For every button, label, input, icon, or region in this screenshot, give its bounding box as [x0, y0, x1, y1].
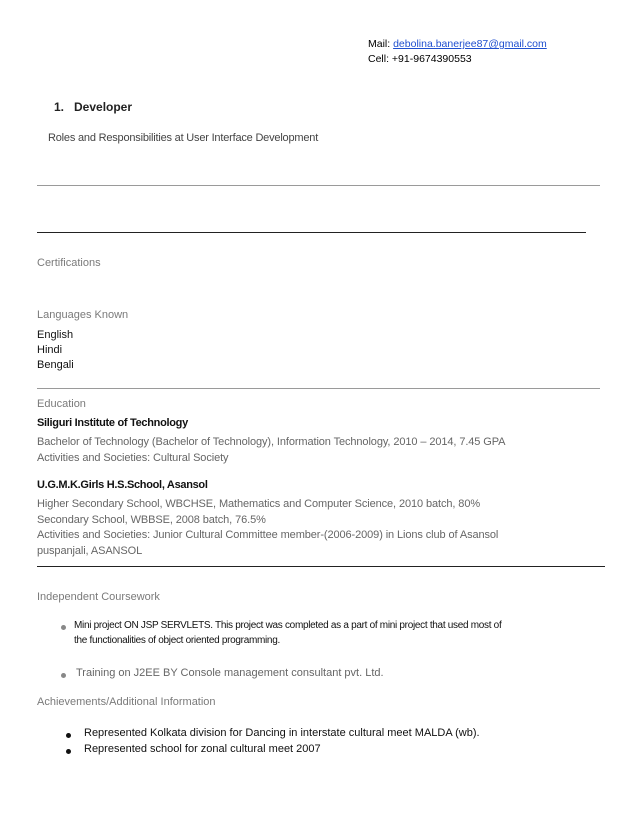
education-detail: puspanjali, ASANSOL — [37, 545, 143, 557]
education-detail: Bachelor of Technology (Bachelor of Technology), Information Technology, 2010 – 2014, 7.45 GPA — [37, 436, 506, 448]
bullet-icon — [61, 625, 66, 630]
role-number: 1. — [54, 100, 65, 114]
divider — [37, 232, 586, 233]
mail-label: Mail: — [368, 38, 391, 50]
bullet-icon — [66, 733, 71, 738]
divider — [37, 388, 600, 389]
role-title — [54, 100, 132, 114]
education-detail: Secondary School, WBBSE, 2008 batch, 76.5% — [37, 514, 266, 526]
language-item: English — [37, 329, 74, 341]
education-detail: Higher Secondary School, WBCHSE, Mathematics and Computer Science, 2010 batch, 80% — [37, 498, 481, 510]
school-name: Siliguri Institute of Technology — [37, 417, 188, 429]
education-detail: Activities and Societies: Junior Cultural Committee member-(2006-2009) in Lions club of Asansol — [37, 529, 499, 541]
coursework-item: Mini project ON JSP SERVLETS. This project was completed as a part of mini project that used most of — [74, 620, 502, 631]
coursework-heading: Independent Coursework — [37, 591, 160, 603]
bullet-icon — [66, 749, 71, 754]
achievements-heading: Achievements/Additional Information — [37, 696, 216, 708]
education-heading: Education — [37, 398, 86, 410]
languages-heading: Languages Known — [37, 309, 129, 321]
coursework-item-continued: the functionalities of object oriented programming. — [74, 635, 280, 646]
coursework-item: Training on J2EE BY Console management consultant pvt. Ltd. — [76, 667, 384, 679]
achievement-item: Represented Kolkata division for Dancing in interstate cultural meet MALDA (wb). — [84, 727, 480, 739]
role-name: Developer — [74, 100, 133, 114]
email-link[interactable]: debolina.banerjee87@gmail.com — [393, 38, 547, 50]
divider — [37, 185, 600, 186]
divider — [37, 566, 605, 567]
role-description: Roles and Responsibilities at User Interface Development — [48, 132, 319, 144]
contact-cell: Cell: +91-9674390553 — [368, 53, 472, 65]
contact-mail — [368, 38, 547, 50]
language-item: Bengali — [37, 359, 74, 371]
certifications-heading: Certifications — [37, 257, 101, 269]
school-name: U.G.M.K.Girls H.S.School, Asansol — [37, 479, 208, 491]
achievement-item: Represented school for zonal cultural meet 2007 — [84, 743, 321, 755]
language-item: Hindi — [37, 344, 63, 356]
bullet-icon — [61, 673, 66, 678]
education-detail: Activities and Societies: Cultural Society — [37, 452, 229, 464]
